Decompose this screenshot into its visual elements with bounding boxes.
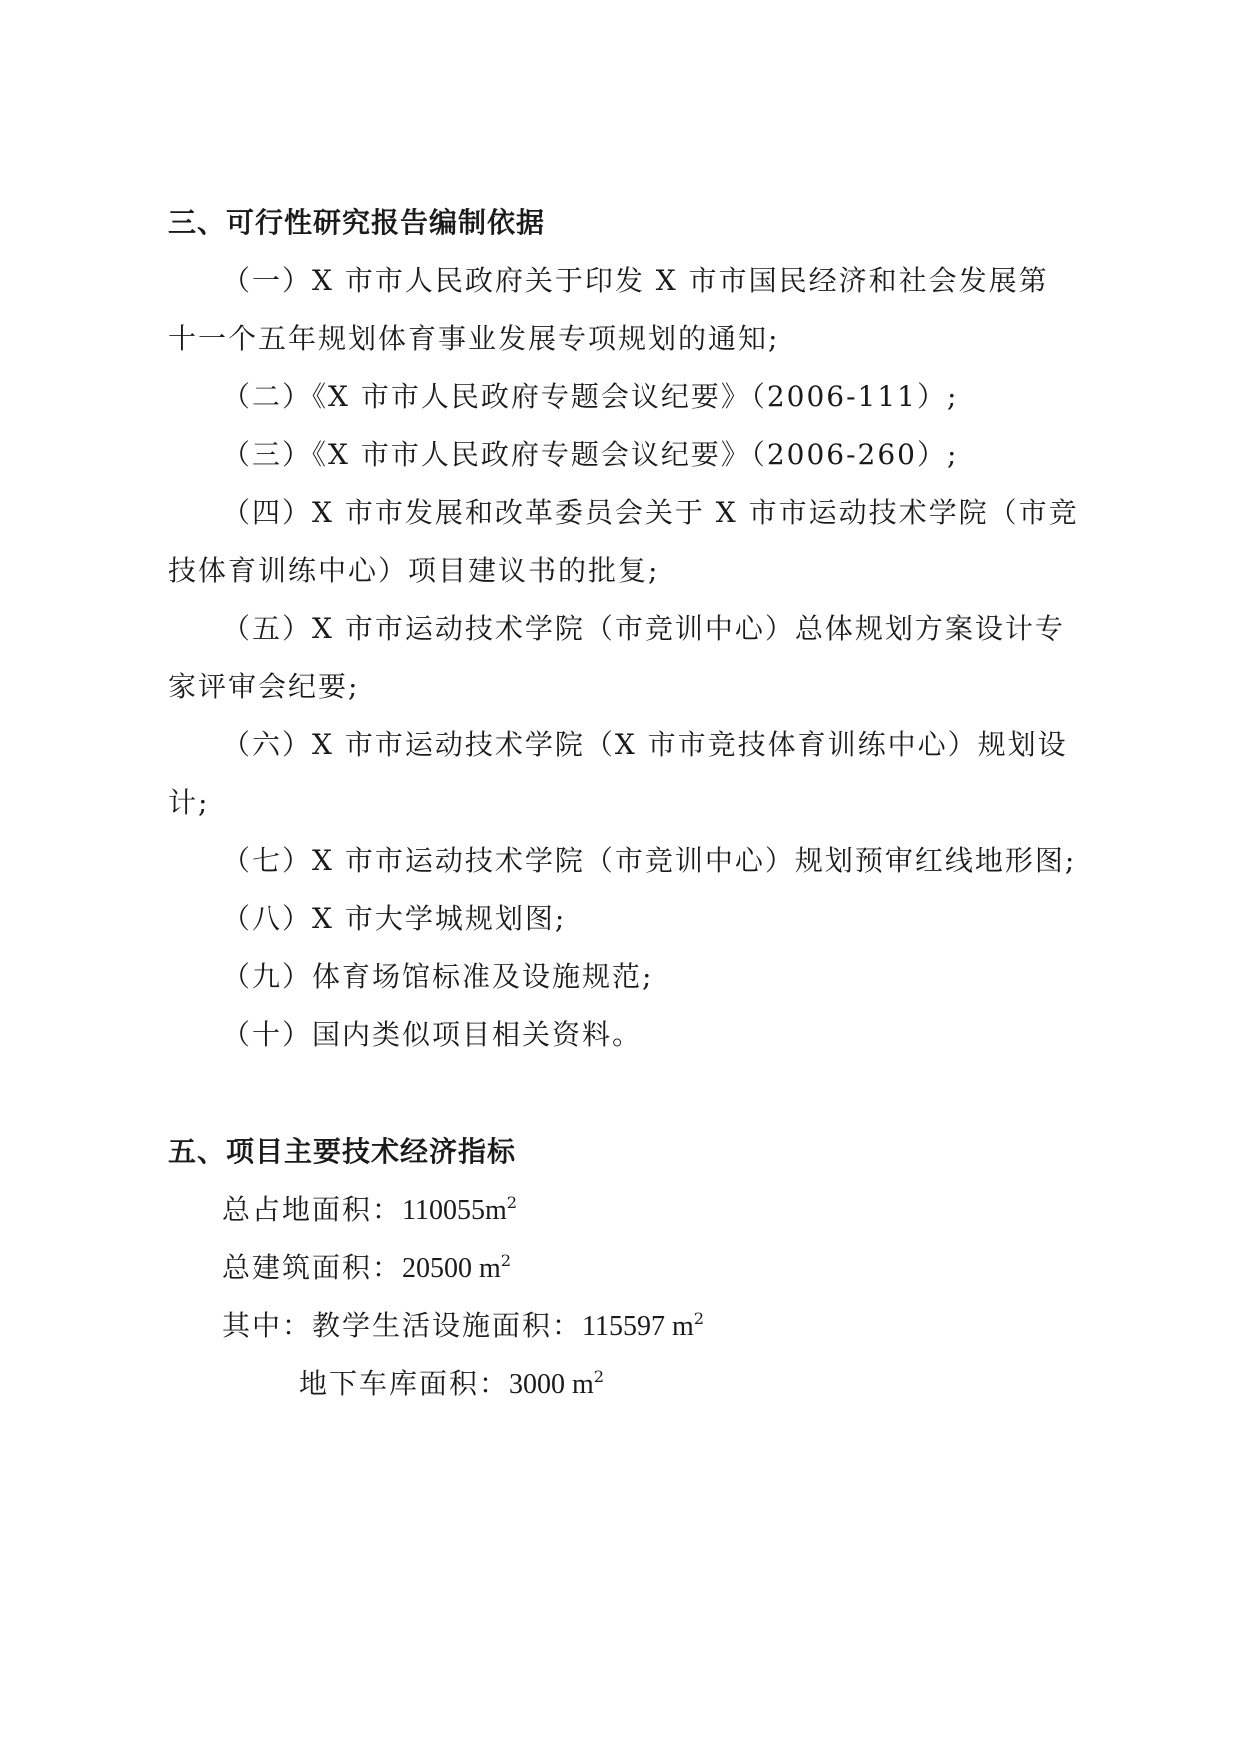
basis-item-7: （七）X 市市运动技术学院（市竞训中心）规划预审红线地形图; xyxy=(222,844,1077,877)
total-land-area-label: 总占地面积： xyxy=(222,1193,403,1226)
basis-item-6-line-2: 计; xyxy=(168,786,210,819)
section-5-heading: 五、项目主要技术经济指标 xyxy=(168,1135,517,1168)
teaching-facility-area-label: 教学生活设施面积： xyxy=(312,1309,583,1342)
of-which-label: 其中： xyxy=(222,1309,313,1342)
basis-item-1-line-1: （一）X 市市人民政府关于印发 X 市市国民经济和社会发展第 xyxy=(222,264,1049,297)
basis-item-5-line-1: （五）X 市市运动技术学院（市竞训中心）总体规划方案设计专 xyxy=(222,612,1065,645)
total-land-area-row xyxy=(222,1192,517,1232)
basis-item-4-line-1: （四）X 市市发展和改革委员会关于 X 市市运动技术学院（市竞 xyxy=(222,496,1079,529)
total-building-area-value: 20500 m xyxy=(402,1253,501,1284)
garage-area-value: 3000 m xyxy=(509,1369,594,1400)
basis-item-2: （二）《X 市市人民政府专题会议纪要》（2006-111）; xyxy=(222,380,959,413)
basis-item-5-line-2: 家评审会纪要; xyxy=(168,670,360,703)
teaching-facility-area-unit-sup: 2 xyxy=(693,1308,705,1328)
total-land-area-value: 110055m xyxy=(402,1195,507,1226)
teaching-facility-area-value: 115597 m xyxy=(582,1311,694,1342)
garage-area-row xyxy=(299,1366,604,1406)
total-land-area-unit-sup: 2 xyxy=(506,1192,518,1212)
basis-item-6-line-1: （六）X 市市运动技术学院（X 市市竞技体育训练中心）规划设 xyxy=(222,728,1068,761)
basis-item-4-line-2: 技体育训练中心）项目建议书的批复; xyxy=(168,554,660,587)
basis-item-1-line-2: 十一个五年规划体育事业发展专项规划的通知; xyxy=(168,322,780,355)
garage-area-unit-sup: 2 xyxy=(593,1366,605,1386)
garage-area-label: 地下车库面积： xyxy=(299,1367,510,1400)
basis-item-10: （十）国内类似项目相关资料。 xyxy=(222,1018,643,1051)
section-3-heading: 三、可行性研究报告编制依据 xyxy=(168,206,546,239)
teaching-facility-area-row xyxy=(222,1308,704,1348)
total-building-area-row xyxy=(222,1250,511,1290)
basis-item-8: （八）X 市大学城规划图; xyxy=(222,902,567,935)
basis-item-3: （三）《X 市市人民政府专题会议纪要》（2006-260）; xyxy=(222,438,959,471)
basis-item-9: （九）体育场馆标准及设施规范; xyxy=(222,960,654,993)
total-building-area-unit-sup: 2 xyxy=(500,1250,512,1270)
total-building-area-label: 总建筑面积： xyxy=(222,1251,403,1284)
